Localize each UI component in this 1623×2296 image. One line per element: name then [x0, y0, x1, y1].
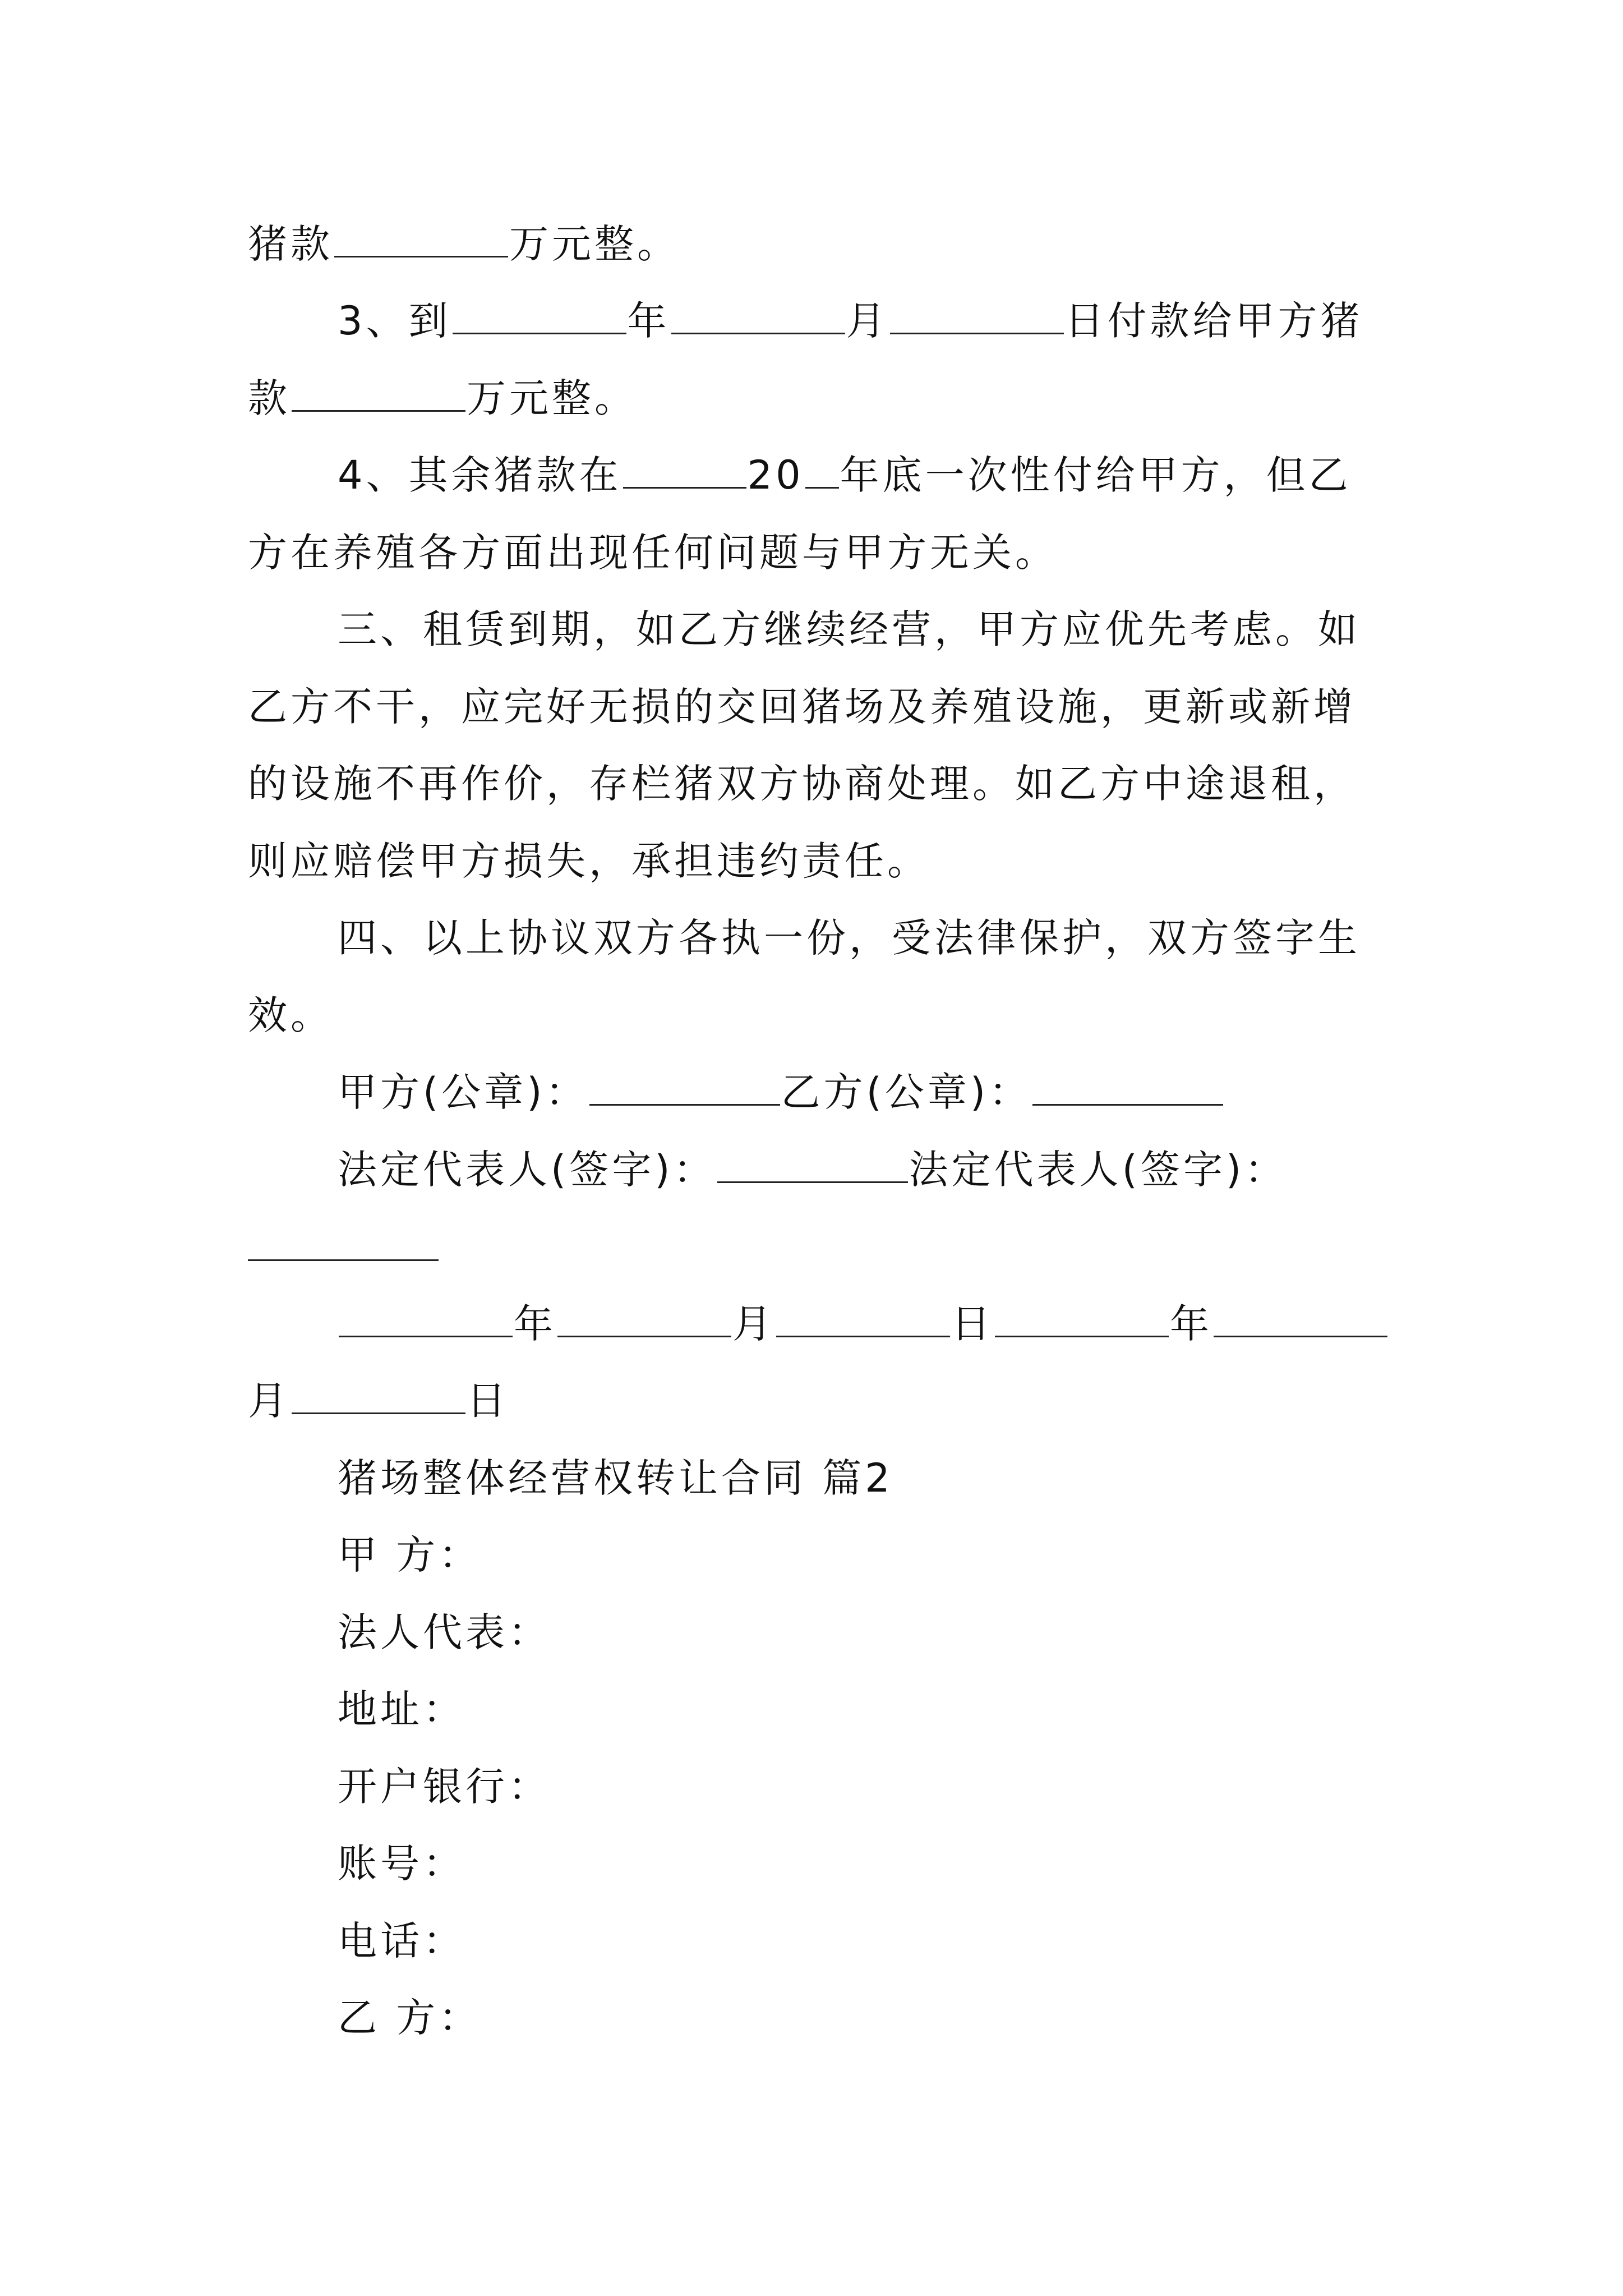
legal-rep-label: 法人代表：: [338, 1609, 551, 1655]
phone-label: 电话：: [338, 1918, 465, 1964]
blank-field: [805, 452, 839, 489]
paragraph-line: 则应赔偿甲方损失，承担违约责任。: [248, 838, 930, 884]
blank-field: [995, 1301, 1169, 1337]
party-b-rep-label: 法定代表人(签字)：: [909, 1147, 1288, 1193]
paragraph-line: 乙方不干，应完好无损的交回猪场及养殖设施，更新或新增: [248, 684, 1356, 730]
account-label: 账号：: [338, 1841, 465, 1887]
blank-field: [890, 298, 1064, 334]
blank-field: [671, 298, 845, 334]
text-fragment: 年: [627, 298, 670, 344]
payment-line-2-continued: [248, 216, 680, 272]
text-fragment: 月: [732, 1301, 775, 1347]
text-fragment: 万元整。: [467, 375, 637, 421]
text-fragment: 万元整。: [509, 221, 680, 267]
text-fragment: 年: [514, 1301, 556, 1347]
payment-clause-4: [338, 447, 1352, 503]
address-label: 地址：: [338, 1686, 465, 1732]
party-b-rep-blank: [248, 1259, 439, 1261]
party-a-seal-blank: [589, 1069, 780, 1106]
blank-field: [334, 221, 508, 257]
text-fragment: 款: [248, 375, 291, 421]
party-a-rep-blank: [717, 1147, 908, 1183]
clause-four-line: 四、以上协议双方各执一份，受法律保护，双方签字生: [338, 915, 1361, 961]
payment-clause-3: [338, 293, 1363, 349]
party-a-seal-label: 甲方(公章)：: [338, 1069, 588, 1115]
blank-field: [1214, 1301, 1387, 1337]
paragraph-line: 方在养殖各方面出现任何问题与甲方无关。: [248, 530, 1058, 576]
paragraph-line: 的设施不再作价，存栏猪双方协商处理。如乙方中途退租，: [248, 761, 1356, 807]
blank-field: [453, 298, 626, 334]
text-fragment: 20: [747, 452, 804, 498]
party-a-label: 甲 方：: [338, 1532, 482, 1578]
party-b-label: 乙 方：: [338, 1995, 482, 2041]
party-b-seal-blank: [1032, 1069, 1223, 1106]
blank-field: [339, 1301, 513, 1337]
blank-field: [776, 1301, 950, 1337]
text-fragment: 年底一次性付给甲方，但乙: [840, 452, 1352, 498]
text-fragment: 日: [951, 1301, 994, 1347]
text-fragment: 月: [248, 1378, 291, 1424]
blank-field: [623, 452, 746, 489]
blank-field: [557, 1301, 731, 1337]
payment-clause-3-continued: [248, 370, 637, 426]
party-a-rep-label: 法定代表人(签字)：: [338, 1147, 716, 1193]
party-b-seal-label: 乙方(公章)：: [781, 1069, 1032, 1115]
seal-line: [338, 1064, 1224, 1120]
paragraph-line: 效。: [248, 992, 333, 1038]
bank-label: 开户银行：: [338, 1764, 551, 1810]
text-fragment: 日: [467, 1378, 509, 1424]
blank-field: [292, 375, 465, 412]
text-fragment: 猪款: [248, 221, 333, 267]
signature-line: [338, 1142, 1287, 1198]
date-line: [338, 1296, 1389, 1352]
text-fragment: 日付款给甲方猪: [1064, 298, 1363, 344]
text-fragment: 4、其余猪款在: [338, 452, 622, 498]
date-line-continued: [248, 1373, 509, 1429]
text-fragment: 年: [1170, 1301, 1212, 1347]
contract-title: 猪场整体经营权转让合同 篇2: [338, 1455, 893, 1501]
clause-three-heading-line: 三、租赁到期，如乙方继续经营，甲方应优先考虑。如: [338, 606, 1361, 652]
text-fragment: 3、到: [338, 298, 451, 344]
text-fragment: 月: [846, 298, 889, 344]
blank-field: [292, 1378, 465, 1414]
